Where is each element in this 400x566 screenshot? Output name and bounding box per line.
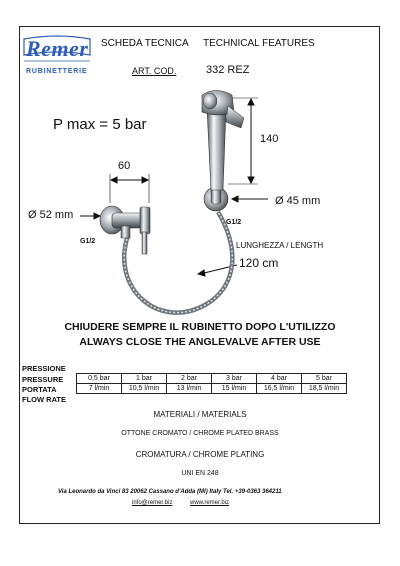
website-link[interactable]: www.remer.biz	[190, 500, 230, 506]
company-address: Via Leonardo da Vinci 83 20062 Cassano d'Adda (MI) Italy Tel. +39-0363 364211	[58, 489, 282, 495]
dimension-45-arrow	[232, 196, 268, 202]
flow-label-it: PORTATA	[22, 385, 57, 394]
pressure-label-it: PRESSIONE	[22, 364, 66, 373]
sheet-title-it: SCHEDA TECNICA	[101, 38, 189, 49]
dimension-head-diameter-label: Ø 45 mm	[275, 195, 321, 207]
pressure-cell: 1 bar	[122, 374, 167, 384]
flow-row	[77, 384, 347, 394]
pressure-flow-table	[76, 373, 347, 394]
pressure-cell: 2 bar	[167, 374, 212, 384]
flow-label-en: FLOW RATE	[22, 395, 67, 404]
brand-name: Remer	[26, 36, 89, 61]
dimension-60-arrow	[110, 174, 149, 203]
warning-english: ALWAYS CLOSE THE ANGLEVALVE AFTER USE	[79, 336, 321, 348]
pressure-cell: 0,5 bar	[77, 374, 122, 384]
sheet-title-en: TECHNICAL FEATURES	[203, 38, 315, 49]
material-norm: UNI EN 248	[181, 470, 219, 477]
email-link[interactable]: info@remer.biz	[132, 500, 173, 506]
materials-title: MATERIALI / MATERIALS	[153, 410, 247, 419]
dimension-height-label: 140	[260, 133, 279, 145]
pressure-cell: 5 bar	[302, 374, 347, 384]
hose-length-label: LUNGHEZZA / LENGTH	[236, 241, 324, 250]
bracket-thread-label: G1/2	[226, 219, 242, 226]
flow-cell: 18,5 l/min	[302, 384, 347, 394]
flow-cell: 16,5 l/min	[257, 384, 302, 394]
hose-length-value: 120 cm	[239, 256, 279, 270]
dimension-52-arrow	[80, 213, 100, 219]
max-pressure: P max = 5 bar	[53, 116, 147, 133]
flow-cell: 10,5 l/min	[122, 384, 167, 394]
art-cod-label: ART. COD.	[132, 66, 177, 76]
art-cod-value: 332 REZ	[206, 64, 250, 76]
hand-shower	[202, 91, 244, 191]
valve-thread-label: G1/2	[80, 238, 96, 245]
pressure-cell: 4 bar	[257, 374, 302, 384]
material-body: OTTONE CROMATO / CHROME PLATED BRASS	[121, 430, 279, 437]
pressure-label-en: PRESSURE	[22, 375, 64, 384]
brand-subtitle: RUBINETTERIE	[26, 68, 88, 75]
material-finish: CROMATURA / CHROME PLATING	[135, 450, 265, 459]
flow-cell: 13 l/min	[167, 384, 212, 394]
dimension-valve-diameter-label: Ø 52 mm	[28, 209, 74, 221]
flow-cell: 15 l/min	[212, 384, 257, 394]
flow-cell: 7 l/min	[77, 384, 122, 394]
warning-italian: CHIUDERE SEMPRE IL RUBINETTO DOPO L'UTILIZZO	[64, 321, 336, 333]
pressure-cell: 3 bar	[212, 374, 257, 384]
dimension-width-label: 60	[118, 160, 131, 172]
pressure-row	[77, 374, 347, 384]
